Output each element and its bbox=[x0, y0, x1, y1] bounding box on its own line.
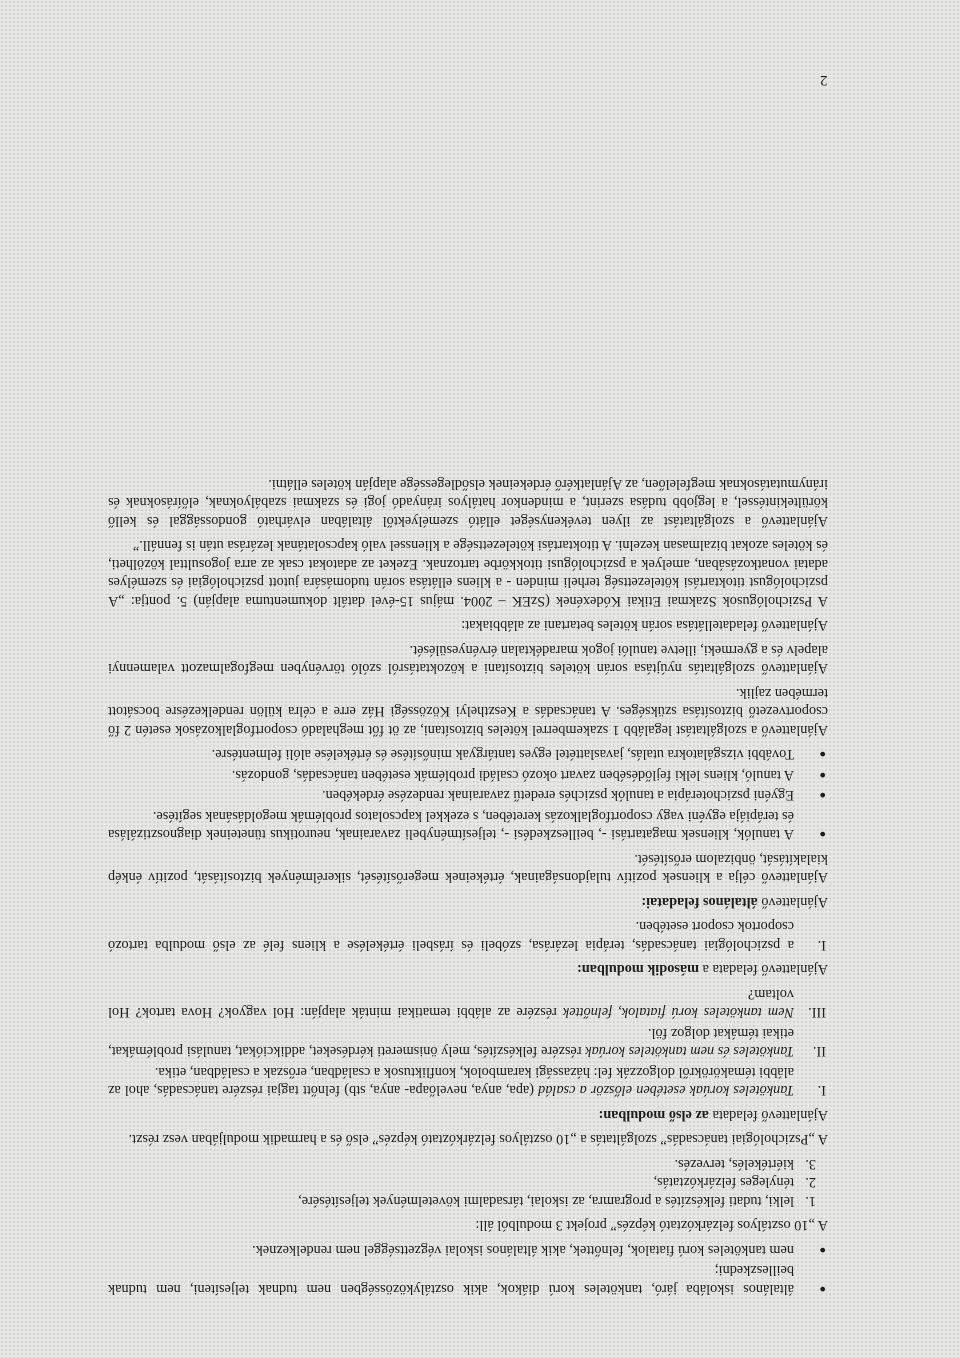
item-text: lelki, tudati felkészítés a programra, az iskolai, társadalmi követelmények teljesítésére, bbox=[298, 1193, 794, 1209]
obligations-heading: Ajánlattevő feladatellátása során köteles betartani az alábbiakat: bbox=[461, 617, 828, 634]
staffing-paragraph: Ajánlattevő a szolgáltatást legalább 1 szakemberrel köteles biztosítani, az öt főt meghaladó csoportfoglalkozások esetén 2 fő csoportvezető biztosítása szükséges. A tanácsadás a Keszthelyi Közösségi Ház erre a célra külön rendelkezésre bocsátott termében zajlik. bbox=[108, 685, 828, 738]
list-item: ● A tanuló, kliens lelki fejlődésében zavart okozó családi problémák esetében tanácsadás, gondozás. bbox=[108, 766, 828, 785]
service-paragraph: A „Pszichológiai tanácsadás” szolgáltatás a „10 osztályos felzárkóztató képzés” első és a harmadik moduljában vesz részt. bbox=[128, 1131, 828, 1148]
list-item bbox=[108, 1173, 828, 1192]
second-module-list bbox=[108, 917, 828, 954]
general-tasks-paragraph: Ajánlattevő célja a kliensek pozitív tulajdonságainak, értékeinek megerősítését, sikerélmények biztosítását, pozitív énkép kialakítását, önbizalom erősítését. bbox=[108, 851, 828, 886]
item-number: II. bbox=[812, 1043, 826, 1060]
general-tasks-list bbox=[108, 745, 828, 844]
item-text: (apa, anya, nevelőapa- anya, stb) felnőtt tagjai részére tanácsadás, ahol az alábbi témakörökről dolgozzák fel: házassági karambolok, konfliktusok a családban, erőszak a családban, etika. bbox=[108, 1064, 794, 1099]
list-item bbox=[108, 917, 828, 954]
item-subject: Tanköteles és nem tanköteles korúak bbox=[585, 1043, 794, 1060]
list-item bbox=[108, 1024, 828, 1061]
item-number: 2. bbox=[805, 1174, 816, 1191]
list-item bbox=[108, 1063, 828, 1100]
list-item bbox=[108, 1155, 828, 1174]
item-text: tényleges felzárkóztatás, bbox=[653, 1174, 794, 1191]
list-item: ● További vizsgálatokra utalás, javaslattétel egyes tantárgyak minősítése és értékelése alóli felmentésre. bbox=[108, 745, 828, 764]
item-text: részére az alábbi tematikai minták alapján: Hol vagyok? Hova tartok? Hol voltam? bbox=[107, 986, 794, 1021]
ethics-code-paragraph: A Pszichológusok Szakmai Etikai Kódexének (SzEK – 2004. május 15-ével datált dokumentuma alapján) 5. pontja: „A pszichológust titoktartási kötelezettség terheli minden - a kliens ellátása során tudomására jutott pszichológiai és személyes adatai vonatkozásában, amelyek a pszichológusi titokkörbe tartoznak. Ezeket az adatokat csak az arra jogosulttal közölheti, és köteles azokat bizalmasan kezelni. A titoktartási kötelezettsége a klienssel való kapcsolatának lezárása után is fennáll.” bbox=[108, 537, 828, 609]
general-tasks-heading: Ajánlattevő általános feladatai: bbox=[641, 894, 828, 910]
item-number: I. bbox=[817, 1082, 826, 1099]
list-item: ● általános iskolába járó, tanköteles korú diákok, akik osztályközösségben nem tudnak teljesíteni, nem tudnak beilleszkedni; bbox=[108, 1261, 828, 1298]
item-number: III. bbox=[808, 1004, 826, 1021]
item-subject: Tanköteles korúak esetében először a család bbox=[538, 1082, 794, 1099]
modules-intro: A „10 osztályos felzárkóztató képzés” projekt 3 modulból áll: bbox=[475, 1217, 828, 1234]
target-group-list bbox=[108, 1241, 828, 1299]
first-module-heading: Ajánlattevő feladata az első modulban: bbox=[598, 1107, 828, 1123]
item-number: 3. bbox=[805, 1156, 816, 1172]
item-text: a pszichológiai tanácsadás, terápia lezárása, szóbeli és írásbeli értékelése a kliens felé az első modulba tartozó csoportok csoport esetében. bbox=[108, 918, 794, 953]
document-body bbox=[108, 469, 828, 1299]
item-subject: Nem tanköteles korú fiatalok, felnőttek bbox=[562, 1004, 794, 1021]
list-item: ● A tanulók, kliensek magatartási -, beilleszkedési -, teljesítménybeli zavarainak, neurotikus tüneteinek diagnosztizálása és terápiája egyéni vagy csoportfoglalkozás keretében, s ezekkel kapcsolatos problémák megoldásának segítése. bbox=[108, 807, 828, 844]
diligence-paragraph: Ajánlattevő a szolgáltatást az ilyen tevékenységet ellátó személyektől általában elvárható gondossággal és kellő körültekintéssel, a legjobb tudása szerint, a mindenkor hatályos irányadó jogi és szakmai szabályoknak, előírásoknak és iránymutatásoknak megfelelően, az Ajánlatkérő érdekeinek elsődlegessége alapján köteles ellátni. bbox=[108, 476, 828, 529]
rights-paragraph: Ajánlattevő szolgáltatás nyújtása során köteles biztosítani a közoktatásról szóló törvényben megfogalmazott valamennyi alapelv és a gyermeki, illetve tanulói jogok maradéktalan érvényesülését. bbox=[108, 642, 828, 677]
item-text: részére felkészítés, mely önismereti kérdéseket, addikciókat, tanulási problémákat, etikai témákat dolgoz föl. bbox=[108, 1025, 794, 1060]
item-text: kiértékelés, tervezés. bbox=[674, 1156, 794, 1172]
list-item: ● Egyéni pszichoterápia a tanulók pszichés eredetű zavarainak rendezése érdekében. bbox=[108, 786, 828, 805]
second-module-heading: Ajánlattevő feladata a második modulban: bbox=[577, 961, 828, 978]
list-item bbox=[108, 1192, 828, 1211]
list-item bbox=[108, 985, 828, 1022]
item-number: 1. bbox=[805, 1193, 816, 1209]
page-number: 2 bbox=[820, 72, 828, 88]
item-number: I. bbox=[817, 937, 826, 953]
list-item: ● nem tanköteles korú fiatalok, felnőttek, akik általános iskolai végzettséggel nem rendelkeznek. bbox=[108, 1241, 828, 1260]
module-list bbox=[108, 1155, 828, 1211]
first-module-list bbox=[108, 985, 828, 1100]
